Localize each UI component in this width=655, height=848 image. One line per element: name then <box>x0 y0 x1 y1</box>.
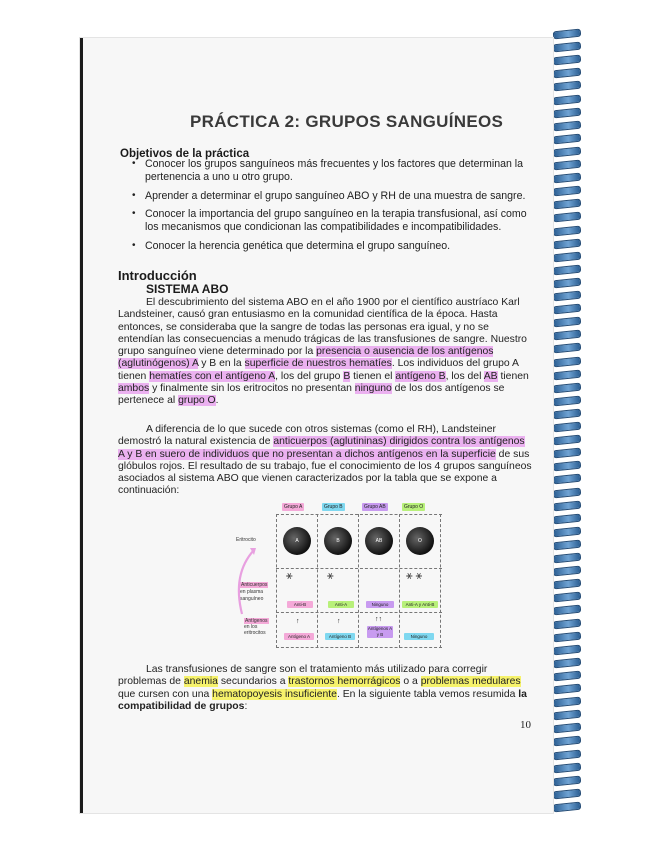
antibody-anti-b: Anti-B <box>287 601 313 608</box>
text-segment: problemas de <box>118 676 184 688</box>
spiral-coil <box>553 382 582 393</box>
text-segment: la <box>518 688 527 700</box>
antigen-b: Antígeno B <box>325 633 355 640</box>
page-number: 10 <box>520 719 531 731</box>
text-segment: A diferencia de lo que sucede con otros sistemas (como el RH), Landsteiner <box>146 424 496 435</box>
text-segment: de sus <box>495 448 530 460</box>
antigen-a-and-b: Antígenos A y B <box>367 626 393 637</box>
spiral-coil <box>553 199 582 210</box>
text-segment: tienen <box>497 370 529 382</box>
text-segment: pertenece al <box>118 395 179 407</box>
text-segment: o a <box>400 676 421 688</box>
spiral-coil <box>553 395 582 406</box>
paragraph-line <box>118 449 538 461</box>
paragraph-line <box>118 383 538 395</box>
text-segment: Landsteiner, causó gran entusiasmo en la comunidad científica de la época. Hasta <box>118 309 498 321</box>
intro-heading: Introducción <box>118 268 197 283</box>
spiral-coil <box>553 94 582 105</box>
text-segment: que cursen con una <box>118 688 213 700</box>
antigens-label-2: en los <box>244 624 258 630</box>
spiral-coil <box>553 801 582 812</box>
spiral-coil <box>553 356 582 367</box>
objective-4-line1: Conocer la herencia genética que determina el grupo sanguíneo. <box>145 240 451 252</box>
intro-paragraph-3 <box>118 664 538 713</box>
text-segment: Las transfusiones de sangre son el tratamiento más utilizado para corregir <box>146 664 488 675</box>
spiral-coil <box>553 173 582 184</box>
paragraph-line <box>118 436 538 448</box>
text-segment: : <box>244 700 248 712</box>
paragraph-line <box>118 473 538 485</box>
text-segment: antígeno B <box>395 370 446 382</box>
text-segment: asociados al sistema ABO que vienen caracterizados por la tabla que se expone a <box>118 473 497 485</box>
bullet-icon: • <box>132 240 136 251</box>
text-segment: grupo sanguíneo viene determinado por la <box>118 346 317 358</box>
spiral-coil <box>553 81 582 92</box>
text-segment: B <box>343 370 351 382</box>
text-segment: entendían las consecuencias a menudo trágicas de las transfusiones de sangre. Nuestro <box>118 333 527 345</box>
spiral-coil <box>553 238 582 249</box>
text-segment: presencia o ausencia de los antígenos <box>316 346 494 358</box>
antigen-none: Ninguno <box>404 633 434 640</box>
paragraph-line <box>118 297 538 309</box>
paragraph-line <box>118 664 538 676</box>
text-segment: ambos <box>118 383 150 395</box>
spiral-coil <box>553 212 582 223</box>
text-segment: (aglutinógenos) A <box>118 358 199 370</box>
spiral-coil <box>553 343 582 354</box>
spiral-coil <box>553 120 582 131</box>
paragraph-line <box>118 701 538 713</box>
spiral-coil <box>553 146 582 157</box>
text-segment: tienen <box>118 370 150 382</box>
text-segment: grupo O <box>178 395 216 407</box>
text-segment: . Los individuos del grupo <box>391 358 512 370</box>
intro-paragraph-1 <box>118 297 538 408</box>
spiral-coil <box>553 133 582 144</box>
erythrocyte-ab: AB <box>365 527 393 555</box>
text-segment: AB <box>483 370 498 382</box>
text-segment: El descubrimiento del sistema ABO en el año 1900 por el científico austríaco Karl <box>146 297 520 308</box>
spiral-coil <box>553 408 582 419</box>
intro-paragraph-2 <box>118 424 538 498</box>
spiral-coil <box>553 29 582 40</box>
objectives-heading: Objetivos de la práctica <box>120 148 250 160</box>
paragraph-line <box>118 309 538 321</box>
spiral-coil <box>553 68 582 79</box>
spiral-coil <box>553 513 582 524</box>
text-segment: y finalmente sin los eritrocitos no presentan <box>149 383 355 395</box>
spiral-coil <box>553 42 582 53</box>
abo-diagram <box>230 500 442 648</box>
spiral-coil <box>553 474 582 485</box>
text-segment: tienen el <box>350 370 396 382</box>
spiral-coil <box>553 435 582 446</box>
text-segment: secundarios a <box>217 676 289 688</box>
erythrocyte-label: Eritrocito <box>236 537 256 543</box>
spiral-coil <box>553 775 582 786</box>
spiral-coil <box>553 736 582 747</box>
erythrocyte-o: O <box>406 527 434 555</box>
page-title: PRÁCTICA 2: GRUPOS SANGUÍNEOS <box>190 112 504 131</box>
objective-1-line1: Conocer los grupos sanguíneos más frecuentes y los factores que determinan la <box>145 158 524 170</box>
spiral-coil <box>553 566 582 577</box>
bullet-icon: • <box>132 208 136 219</box>
antibody-icon: ⚹ <box>286 570 293 582</box>
paragraph-line <box>118 424 538 436</box>
spiral-coil <box>553 277 582 288</box>
antibody-anti-a: Anti-A <box>328 601 354 608</box>
paragraph-line <box>118 461 538 473</box>
antibodies-label-1: Anticuerpos <box>241 582 268 588</box>
text-segment: , los del grupo <box>275 370 344 382</box>
text-segment: superficie de nuestros hematíes <box>244 358 392 370</box>
antigen-arrow-icon: ↑↑ <box>375 616 382 623</box>
spiral-coil <box>553 631 582 642</box>
spiral-coil <box>553 461 582 472</box>
antigens-label-1: Antígenos <box>245 618 268 624</box>
text-segment: . En la siguiente tabla vemos resumida <box>336 688 519 700</box>
abo-subheading: SISTEMA ABO <box>146 282 229 296</box>
text-segment: compatibilidad de grupos <box>118 700 245 712</box>
paragraph-line <box>118 358 538 370</box>
paragraph-line <box>118 322 538 334</box>
text-segment: anticuerpos (aglutininas) dirigidos contra los antígenos <box>273 436 525 448</box>
text-segment: A <box>511 358 519 370</box>
spiral-coil <box>553 618 582 629</box>
text-segment: A y B en suero de individuos que no presentan a dichos antígenos en la superficie <box>118 448 496 460</box>
spiral-coil <box>553 186 582 197</box>
objective-2-line1: Aprender a determinar el grupo sanguíneo ABO y RH de una muestra de sangre. <box>145 190 526 202</box>
spiral-coil <box>553 330 582 341</box>
spiral-coil <box>553 657 582 668</box>
text-segment: problemas medulares <box>420 676 521 688</box>
spiral-coil <box>553 422 582 433</box>
text-segment: glóbulos rojos. El resultado de su trabajo, fue el conocimiento de los 4 grupos sanguíneos <box>118 460 532 472</box>
antigen-arrow-icon: ↑ <box>337 618 341 625</box>
objective-1-line2: pertenencia a uno u otro grupo. <box>145 171 293 183</box>
spiral-coil <box>553 251 582 262</box>
spiral-coil <box>553 697 582 708</box>
spiral-coil <box>553 749 582 760</box>
spiral-coil <box>553 710 582 721</box>
spiral-coil <box>553 539 582 550</box>
paragraph-line <box>118 346 538 358</box>
spiral-coil <box>553 644 582 655</box>
spiral-coil <box>553 448 582 459</box>
bullet-icon: • <box>132 158 136 169</box>
spiral-coil <box>553 487 582 498</box>
text-segment: anemia <box>183 676 218 688</box>
antibody-anti-a-and-b: Anti-A y Anti-B <box>402 601 438 608</box>
spiral-coil <box>553 579 582 590</box>
text-segment: demostró la natural existencia de <box>118 436 274 448</box>
spiral-coil <box>553 291 582 302</box>
text-segment: . <box>215 395 219 407</box>
spiral-coil <box>553 160 582 171</box>
diagram-header: Grupo A <box>284 504 303 510</box>
antibodies-label-2: en plasma <box>240 589 264 595</box>
paragraph-line <box>118 676 538 688</box>
paragraph-line <box>118 689 538 701</box>
spiral-coil <box>553 317 582 328</box>
antibody-none: Ninguno <box>366 601 394 608</box>
antibody-icon: ⚹ <box>327 570 334 582</box>
diagram-header: Grupo O <box>404 504 424 510</box>
text-segment: y B en la <box>198 358 245 370</box>
spiral-coil <box>553 500 582 511</box>
diagram-header: Grupo B <box>324 504 343 510</box>
text-segment: continuación: <box>118 485 180 497</box>
curved-arrow-icon <box>230 544 280 634</box>
antigen-a: Antígeno A <box>284 633 314 640</box>
spiral-coil <box>553 264 582 275</box>
spiral-coil <box>553 304 582 315</box>
antigens-label-3: eritrocitos <box>244 630 266 636</box>
antigen-arrow-icon: ↑ <box>296 618 300 625</box>
text-segment: hematopoyesis insuficiente <box>212 688 337 700</box>
text-segment: trastornos hemorrágicos <box>288 676 401 688</box>
text-segment: ninguno <box>354 383 392 395</box>
paragraph-line <box>118 334 538 346</box>
spiral-coil <box>553 369 582 380</box>
paragraph-line <box>118 371 538 383</box>
erythrocyte-b: B <box>324 527 352 555</box>
spiral-coil <box>553 762 582 773</box>
spiral-binding <box>553 30 583 820</box>
spiral-coil <box>553 723 582 734</box>
spiral-coil <box>553 526 582 537</box>
spiral-coil <box>553 670 582 681</box>
spiral-coil <box>553 788 582 799</box>
spiral-coil <box>553 107 582 118</box>
spiral-coil <box>553 592 582 603</box>
antibody-icon: ⚹ ⚹ <box>406 570 423 582</box>
diagram-header: Grupo AB <box>364 504 386 510</box>
text-segment: , los del <box>445 370 484 382</box>
spiral-coil <box>553 225 582 236</box>
bullet-icon: • <box>132 190 136 201</box>
spiral-coil <box>553 684 582 695</box>
text-segment: de los dos antígenos se <box>391 383 505 395</box>
spiral-coil <box>553 553 582 564</box>
antibodies-label-3: sanguíneo <box>240 596 264 602</box>
text-segment: entonces, se consideraba que la sangre de todas las personas era igual, y no se <box>118 321 489 333</box>
spiral-coil <box>553 605 582 616</box>
objective-3-line1: Conocer la importancia del grupo sanguíneo en la terapia transfusional, así como <box>145 208 527 220</box>
text-segment: hematíes con el antígeno A <box>149 370 276 382</box>
objective-3-line2: los mecanismos que condicionan las compatibilidades e incompatibilidades. <box>145 221 502 233</box>
erythrocyte-a: A <box>283 527 311 555</box>
paragraph-line <box>118 485 538 497</box>
spiral-coil <box>553 55 582 66</box>
paragraph-line <box>118 395 538 407</box>
